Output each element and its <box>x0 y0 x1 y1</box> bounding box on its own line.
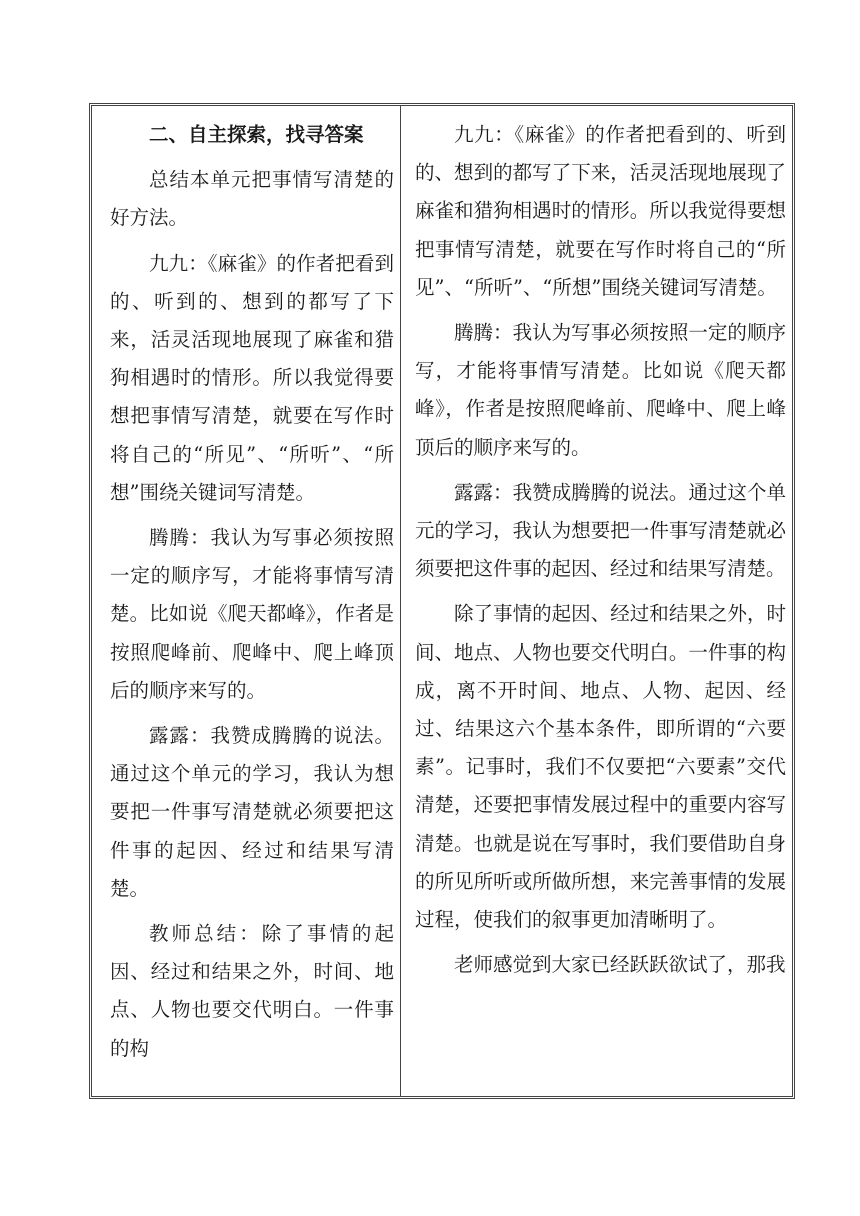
right-column <box>401 106 792 1096</box>
lesson-table <box>89 103 795 1099</box>
paragraph: 除了事情的起因、经过和结果之外，时间、地点、人物也要交代明白。一件事的构成，离不开时间、地点、人物、起因、经过、结果这六个基本条件，即所谓的“六要素”。记事时，我们不仅要把“六要素”交代清楚，还要把事情发展过程中的重要内容写清楚。也就是说在写事时，我们要借助自身的所见所听或所做所想，来完善事情的发展过程，使我们的叙事更加清晰明了。 <box>415 602 786 932</box>
paragraph: 露露：我赞成腾腾的说法。通过这个单元的学习，我认为想要把一件事写清楚就必须要把这件事的起因、经过和结果写清楚。 <box>415 480 786 581</box>
paragraph: 腾腾：我认为写事必须按照一定的顺序写，才能将事情写清楚。比如说《爬天都峰》，作者是按照爬峰前、爬峰中、爬上峰顶后的顺序来写的。 <box>415 321 786 459</box>
paragraph: 总结本单元把事情写清楚的好方法。 <box>110 168 394 230</box>
section-heading: 二、自主探索，找寻答案 <box>149 123 364 146</box>
paragraph: 九九：《麻雀》的作者把看到的、听到的、想到的都写了下来，活灵活现地展现了麻雀和猎狗相遇时的情形。所以我觉得要想把事情写清楚，就要在写作时将自己的“所见”、“所听”、“所想”围绕关键词写清楚。 <box>415 123 786 299</box>
left-column <box>92 106 401 1096</box>
paragraph: 露露：我赞成腾腾的说法。通过这个单元的学习，我认为想要把一件事写清楚就必须要把这件事的起因、经过和结果写清楚。 <box>110 724 394 900</box>
paragraph: 老师感觉到大家已经跃跃欲试了，那我 <box>454 953 786 977</box>
paragraph: 九九：《麻雀》的作者把看到的、听到的、想到的都写了下来，活灵活现地展现了麻雀和猎狗相遇时的情形。所以我觉得要想把事情写清楚，就要在写作时将自己的“所见”、“所听”、“所想”围绕关键词写清楚。 <box>110 251 394 504</box>
paragraph: 教师总结：除了事情的起因、经过和结果之外，时间、地点、人物也要交代明白。一件事的构 <box>110 922 394 1060</box>
paragraph: 腾腾：我认为写事必须按照一定的顺序写，才能将事情写清楚。比如说《爬天都峰》，作者是按照爬峰前、爬峰中、爬上峰顶后的顺序来写的。 <box>110 526 394 702</box>
